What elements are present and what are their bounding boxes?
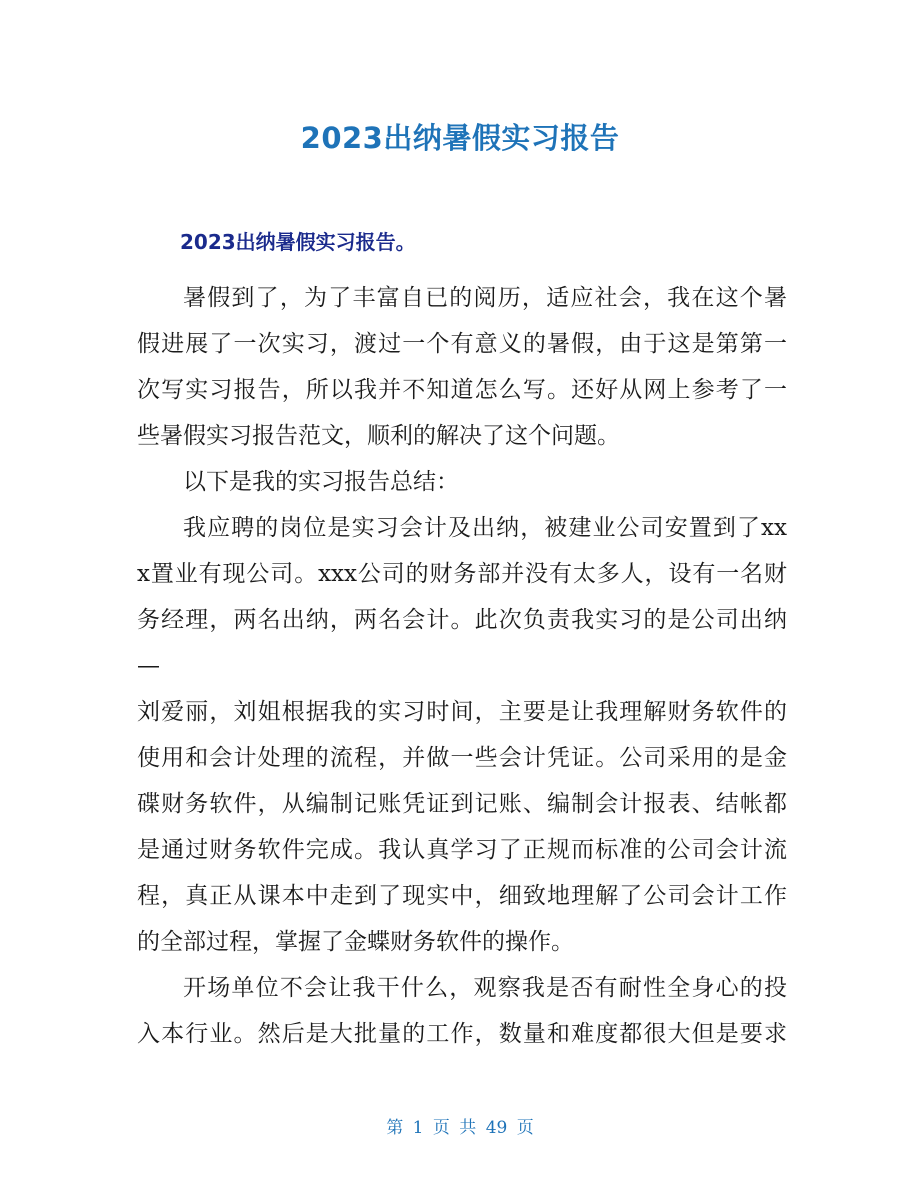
text-line: 假进展了一次实习，渡过一个有意义的暑假，由于这是第第一: [137, 331, 787, 357]
text-line: 开场单位不会让我干什么，观察我是否有耐性全身心的投: [183, 975, 787, 1001]
body-text: [137, 280, 787, 1062]
text-line: 使用和会计处理的流程，并做一些会计凭证。公司采用的是金: [137, 745, 787, 771]
text-line: x置业有现公司。xxx公司的财务部并没有太多人，设有一名财: [137, 561, 787, 587]
text-line: 是通过财务软件完成。我认真学习了正规而标准的公司会计流: [137, 837, 787, 863]
text-line: 刘爱丽，刘姐根据我的实习时间，主要是让我理解财务软件的: [137, 699, 787, 725]
text-line: 些暑假实习报告范文，顺利的解决了这个问题。: [137, 423, 620, 449]
document-subtitle: 2023出纳暑假实习报告。: [180, 230, 416, 254]
text-line: 的全部过程，掌握了金蝶财务软件的操作。: [137, 929, 574, 955]
text-line: 碟财务软件，从编制记账凭证到记账、编制会计报表、结帐都: [137, 791, 787, 817]
text-line: 我应聘的岗位是实习会计及出纳，被建业公司安置到了xx: [183, 515, 787, 541]
text-line: 暑假到了，为了丰富自已的阅历，适应社会，我在这个暑: [183, 285, 787, 311]
text-line: 入本行业。然后是大批量的工作，数量和难度都很大但是要求: [137, 1021, 787, 1047]
text-line: —: [137, 653, 160, 679]
text-line: 次写实习报告，所以我并不知道怎么写。还好从网上参考了一: [137, 377, 787, 403]
page-footer: 第 1 页 共 49 页: [386, 1118, 534, 1138]
document-title: 2023出纳暑假实习报告: [300, 121, 620, 155]
text-line: 务经理，两名出纳，两名会计。此次负责我实习的是公司出纳: [137, 607, 787, 633]
text-line: 程，真正从课本中走到了现实中，细致地理解了公司会计工作: [137, 883, 787, 909]
text-line: 以下是我的实习报告总结：: [183, 469, 459, 495]
